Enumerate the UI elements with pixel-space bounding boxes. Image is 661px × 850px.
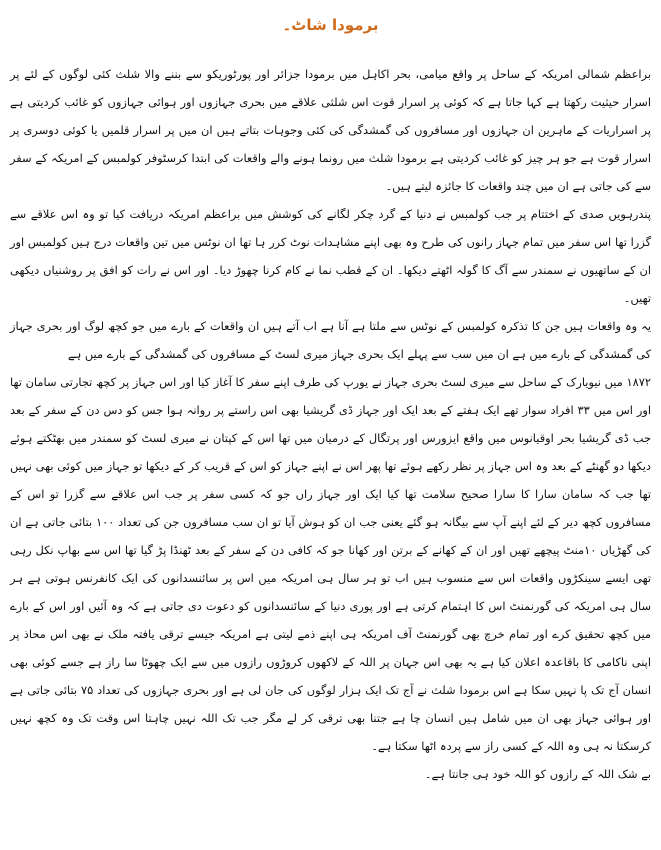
paragraph-columbus: پندرہویں صدی کے اختتام پر جب کولمبس نے دنیا کے گرد چکر لگانے کی کوشش میں براعظم امریکہ دریافت کیا تو وہ اس علاقے سے گزرا تھا اس سفر میں تمام جہاز رانوں کی طرح وہ بھی اپنے مشاہدات نوٹ کرر ہا تھا ان نوٹس میں تین واقعات درج ہیں کولمبس اور ان کے ساتھیوں نے سمندر سے آگ کا گولہ اٹھتے دیکھا۔ ان کے قطب نما نے کام کرنا چھوڑ دیا۔ اور اس نے رات کو افق پر روشنیاں دیکھی تھیں۔ <box>10 207 651 305</box>
paragraph-disappearances: یہ وہ واقعات ہیں جن کا تذکرہ کولمبس کے نوٹس سے ملتا ہے آنا ہے اب آتے ہیں ان واقعات کے بارے میں جو کچھ لوگ اور بحری جہاز کی گمشدگی کے بارے میں ہے ان میں سب سے پہلے ایک بحری جہاز میری لسٹ کے مسافروں کی گمشدگی کے بارے میں ہے <box>10 319 651 361</box>
article-body <box>10 60 651 788</box>
article-title: برمودا شاٹ۔ <box>282 16 379 34</box>
paragraph-conclusion: بے شک اللہ کے رازوں کو اللہ خود ہی جانتا ہے۔ <box>424 767 651 781</box>
paragraph-mary-celeste: ۱۸۷۲ میں نیویارک کے ساحل سے میری لسٹ بحری جہاز نے یورپ کی طرف اپنے سفر کا آغاز کیا اور اس جہاز پر کچھ تجارتی سامان تھا اور اس میں ۳۳ افراد سوار تھے ایک ہفتے کے بعد ایک اور جہاز ڈی گریشیا بھی اس راستے پر روانہ ہوا جس کو دس دن کے سفر کے بعد جب ڈی گریشیا بحر اوقیانوس میں واقع ایزورس اور پرتگال کے درمیان میں تھا اس کے کپتان نے میری لسٹ کو سمندر میں بھٹکتے ہوئے دیکھا دو گھنٹے کے بعد وہ اس جہاز پر نظر رکھے ہوئے تھا پھر اس نے اپنے جہاز کو اس کے قریب کر کے دیکھا تو جہاز میں کوئی بھی نہیں تھا جب کہ سامان سارا کا سارا صحیح سلامت تھا کیا ایک اور جہاز راں جو کہ کسی سفر پر جب اس علاقے سے گزرا تو اس کے مسافروں کچھ دیر کے لئے اپنے آپ سے بیگانہ ہو گئے یعنی جب ان کو ہوش آیا تو ان سب مسافروں جن کی تعداد ۱۰۰ بتائی جاتی ہے ان کی گھڑیاں ۱۰منٹ پیچھے تھیں اور ان کے کھانے کے برتن اور کھانا جو کہ کافی دن کے سفر کے بعد ٹھنڈا پڑ گیا تھا اس سے بھاپ نکل رہی تھی ایسے سینکڑوں واقعات اس سے منسوب ہیں اب تو ہر سال ہی امریکہ میں اس پر سائنسدانوں کی ایک کانفرنس ہوتی ہے ہر سال ہی امریکہ کی گورنمنٹ اس کا اہتمام کرتی ہے اور پوری دنیا کے سائنسدانوں کو دعوت دی جاتی ہے کہ وہ آئیں اور اس کے بارے میں کچھ تحقیق کرے اور تمام خرچ بھی گورنمنٹ آف امریکہ ہی اپنے ذمے لیتی ہے امریکہ جیسے ترقی یافتہ ملک نے بھی اس محاذ پر اپنی ناکامی کا باقاعدہ اعلان کیا ہے یہ بھی اس جہان پر اللہ کے لاکھوں کروڑوں رازوں میں سے ایک چھوٹا سا راز ہے جسے کوئی بھی انسان آج تک پا نہیں سکا ہے اس برمودا شلث نے آج تک ایک ہزار لوگوں کی جان لی ہے اور بحری جہازوں کی تعداد ۷۵ بتائی جاتی ہے اور ہوائی جہاز بھی ان میں شامل ہیں انسان چا ہے جتنا بھی ترقی کر لے مگر جب تک اللہ نہیں چاہتا اس وقت تک وہ کچھ نہیں کرسکتا نہ ہی وہ اللہ کے کسی راز سے پردہ اٹھا سکتا ہے۔ <box>10 375 651 753</box>
paragraph-intro: براعظم شمالی امریکہ کے ساحل پر واقع میامی، بحر اکاہل میں برمودا جزائر اور پورٹوریکو سے بننے والا شلث کئی لوگوں کے لئے پر اسرار حیثیت رکھتا ہے کہا جاتا ہے کہ کوئی پر اسرار قوت اس شلثی علاقے میں بحری جہازوں اور ہوائی جہازوں کو غائب کردیتی ہے پر اسراریات کے ماہرین ان جہازوں اور مسافروں کی گمشدگی کی کئی وجوہات بتاتے ہیں ان میں پر اسرار قلمیں یا کوئی دوسری پر اسرار قوت ہے جو ہر چیز کو غائب کردیتی ہے برمودا شلث میں رونما ہونے والے واقعات کی ابتدا کرسٹوفر کولمبس کے امریکہ کے سفر سے کی جاتی ہے ان میں چند واقعات کا جائزہ لیتے ہیں۔ <box>10 67 651 193</box>
